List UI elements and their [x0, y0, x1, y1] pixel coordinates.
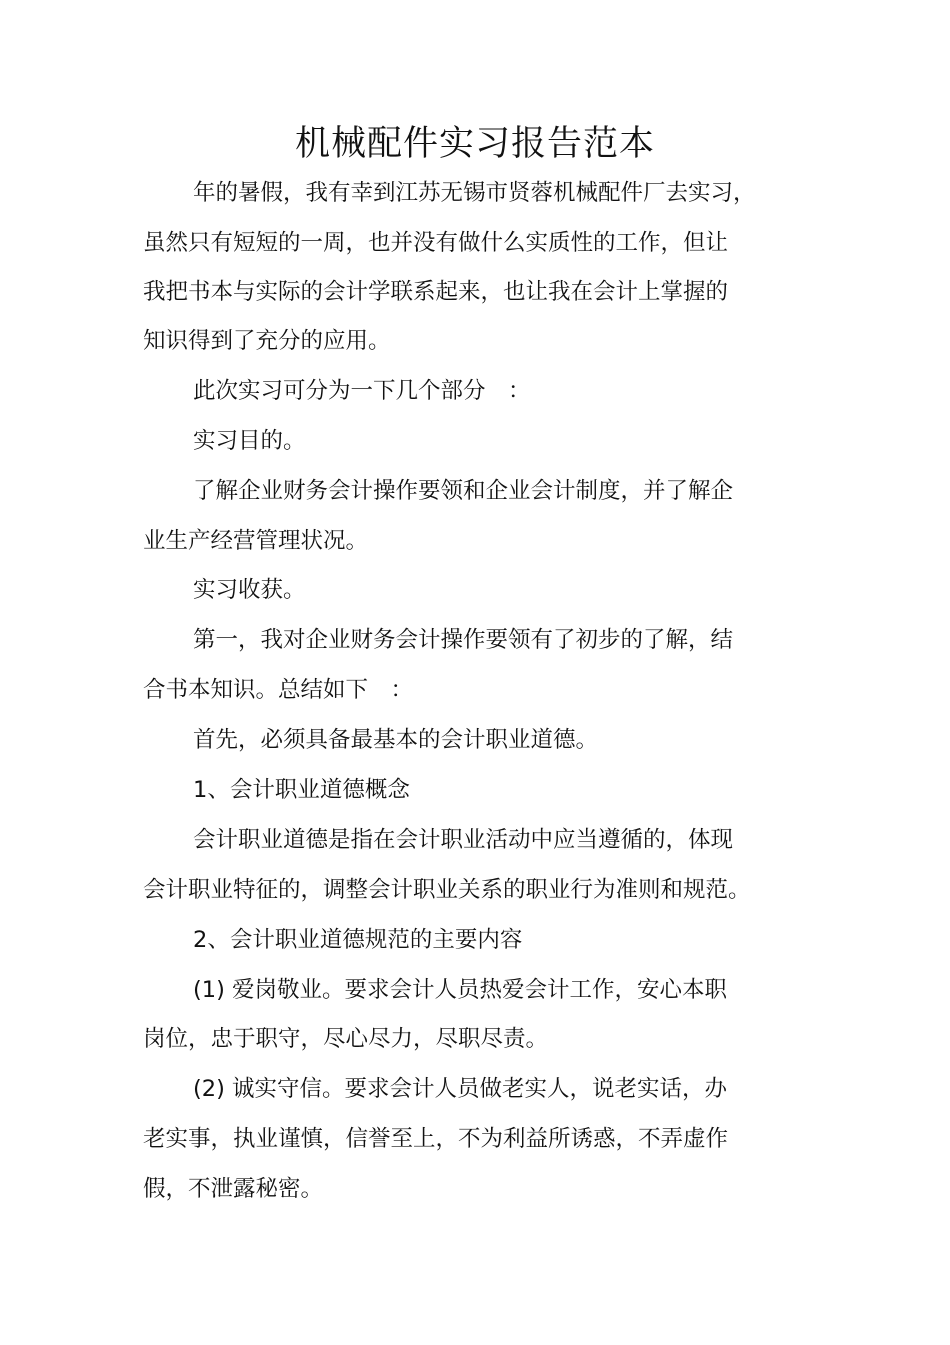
- paragraph-line: 业生产经营管理状况。: [143, 528, 369, 554]
- list-heading: 1、会计职业道德概念: [193, 777, 410, 803]
- paragraph-line: 首先，必须具备最基本的会计职业道德。: [193, 727, 599, 753]
- paragraph-line: 第一，我对企业财务会计操作要领有了初步的了解，结: [193, 627, 734, 653]
- paragraph-line: 知识得到了充分的应用。: [143, 328, 391, 354]
- paragraph-line: 虽然只有短短的一周，也并没有做什么实质性的工作，但让: [143, 230, 729, 256]
- list-item-line: (1) 爱岗敬业。要求会计人员热爱会计工作，安心本职: [193, 977, 728, 1003]
- paragraph-line: 年的暑假，我有幸到江苏无锡市贤蓉机械配件厂去实习，: [193, 180, 756, 206]
- list-item-line: 岗位，忠于职守，尽心尽力，尽职尽责。: [143, 1026, 549, 1052]
- paragraph-line: 会计职业特征的，调整会计职业关系的职业行为准则和规范。: [143, 877, 751, 903]
- paragraph-line: 我把书本与实际的会计学联系起来，也让我在会计上掌握的: [143, 279, 729, 305]
- section-heading: 实习目的。: [193, 428, 306, 454]
- section-heading: 实习收获。: [193, 577, 306, 603]
- paragraph-line: 了解企业财务会计操作要领和企业会计制度，并了解企: [193, 478, 734, 504]
- document-title: 机械配件实习报告范本: [294, 124, 655, 164]
- list-item-line: (2) 诚实守信。要求会计人员做老实人，说老实话，办: [193, 1076, 728, 1102]
- list-item-line: 老实事，执业谨慎，信誉至上，不为利益所诱惑，不弄虚作: [143, 1126, 729, 1152]
- paragraph-line: 合书本知识。总结如下 ：: [143, 677, 414, 703]
- list-heading: 2、会计职业道德规范的主要内容: [193, 927, 523, 953]
- paragraph-line: 此次实习可分为一下几个部分 ：: [193, 378, 531, 404]
- list-item-line: 假，不泄露秘密。: [143, 1176, 324, 1202]
- paragraph-line: 会计职业道德是指在会计职业活动中应当遵循的，体现: [193, 827, 734, 853]
